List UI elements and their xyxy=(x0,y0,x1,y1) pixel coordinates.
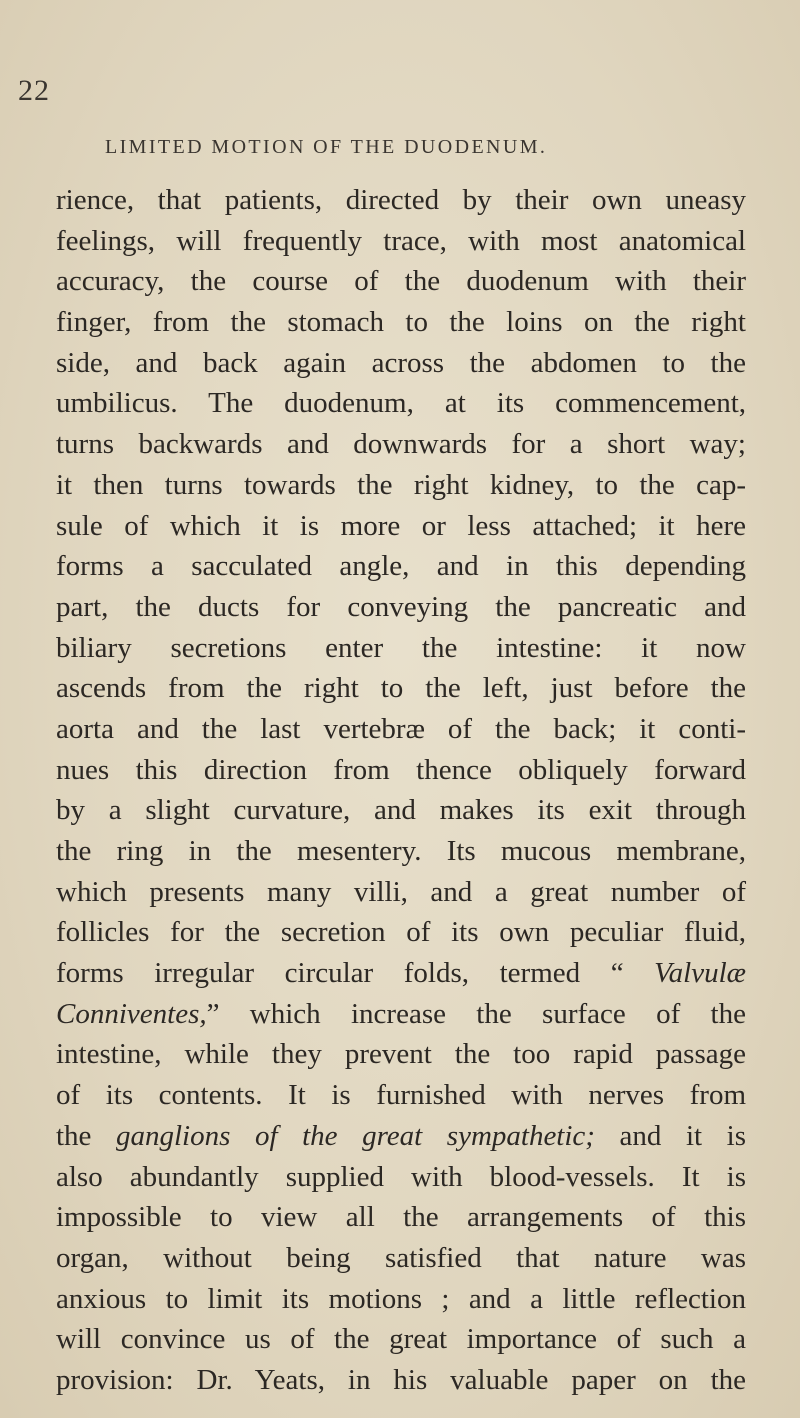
text-line: nues this direction from thence obliquely forward xyxy=(56,753,746,786)
text-line: aorta and the last vertebræ of the back; it conti- xyxy=(56,712,746,745)
text-line: sule of which it is more or less attached; it here xyxy=(56,509,746,542)
text-line: accuracy, the course of the duodenum with their xyxy=(56,265,746,298)
text-line: by a slight curvature, and makes its exit through xyxy=(56,794,746,827)
text-line: part, the ducts for conveying the pancreatic and xyxy=(56,590,746,623)
text-line: side, and back again across the abdomen to the xyxy=(56,346,746,379)
italic-term: Conniventes, xyxy=(56,997,207,1030)
text-line: forms a sacculated angle, and in this depending xyxy=(56,550,746,583)
text-line: rience, that patients, directed by their own uneasy xyxy=(56,184,746,216)
text-line: of its contents. It is furnished with nerves from xyxy=(56,1079,746,1112)
text-line: finger, from the stomach to the loins on the right xyxy=(56,306,746,339)
italic-term: Valvulæ xyxy=(654,957,746,990)
text-line xyxy=(56,1116,746,1157)
text-line: follicles for the secretion of its own peculiar fluid, xyxy=(56,916,746,949)
text-line: biliary secretions enter the intestine: it now xyxy=(56,631,746,664)
text-line: intestine, while they prevent the too rapid passage xyxy=(56,1038,746,1071)
text-run: forms irregular circular folds, termed “ xyxy=(56,957,655,990)
text-line: anxious to limit its motions ; and a little reflection xyxy=(56,1282,746,1315)
text-line: feelings, will frequently trace, with most anatomical xyxy=(56,224,746,257)
text-line: will convince us of the great importance of such a xyxy=(56,1323,746,1356)
text-line xyxy=(56,994,746,1035)
text-line: which presents many villi, and a great number of xyxy=(56,875,746,908)
text-line: the ring in the mesentery. Its mucous membrane, xyxy=(56,835,746,867)
text-line: it then turns towards the right kidney, to the cap- xyxy=(56,468,746,501)
text-run: and it is xyxy=(594,1119,746,1152)
text-run: ” which increase the surface of the xyxy=(206,997,746,1030)
text-line: provision: Dr. Yeats, in his valuable paper on the xyxy=(56,1363,746,1396)
text-line: umbilicus. The duodenum, at its commencement, xyxy=(56,387,746,420)
text-run: the xyxy=(56,1119,116,1152)
text-line: ascends from the right to the left, just before the xyxy=(56,672,746,705)
text-line: also abundantly supplied with blood-vessels. It is xyxy=(56,1160,746,1193)
page-number: 22 xyxy=(18,74,50,107)
text-line: turns backwards and downwards for a short way; xyxy=(56,428,746,461)
body-text xyxy=(56,180,746,1401)
italic-term: ganglions of the great sympathetic; xyxy=(116,1119,595,1152)
text-line: impossible to view all the arrangements of this xyxy=(56,1201,746,1234)
running-head: LIMITED MOTION OF THE DUODENUM. xyxy=(105,136,548,158)
text-line: organ, without being satisfied that nature was xyxy=(56,1241,746,1274)
text-line xyxy=(56,953,746,994)
